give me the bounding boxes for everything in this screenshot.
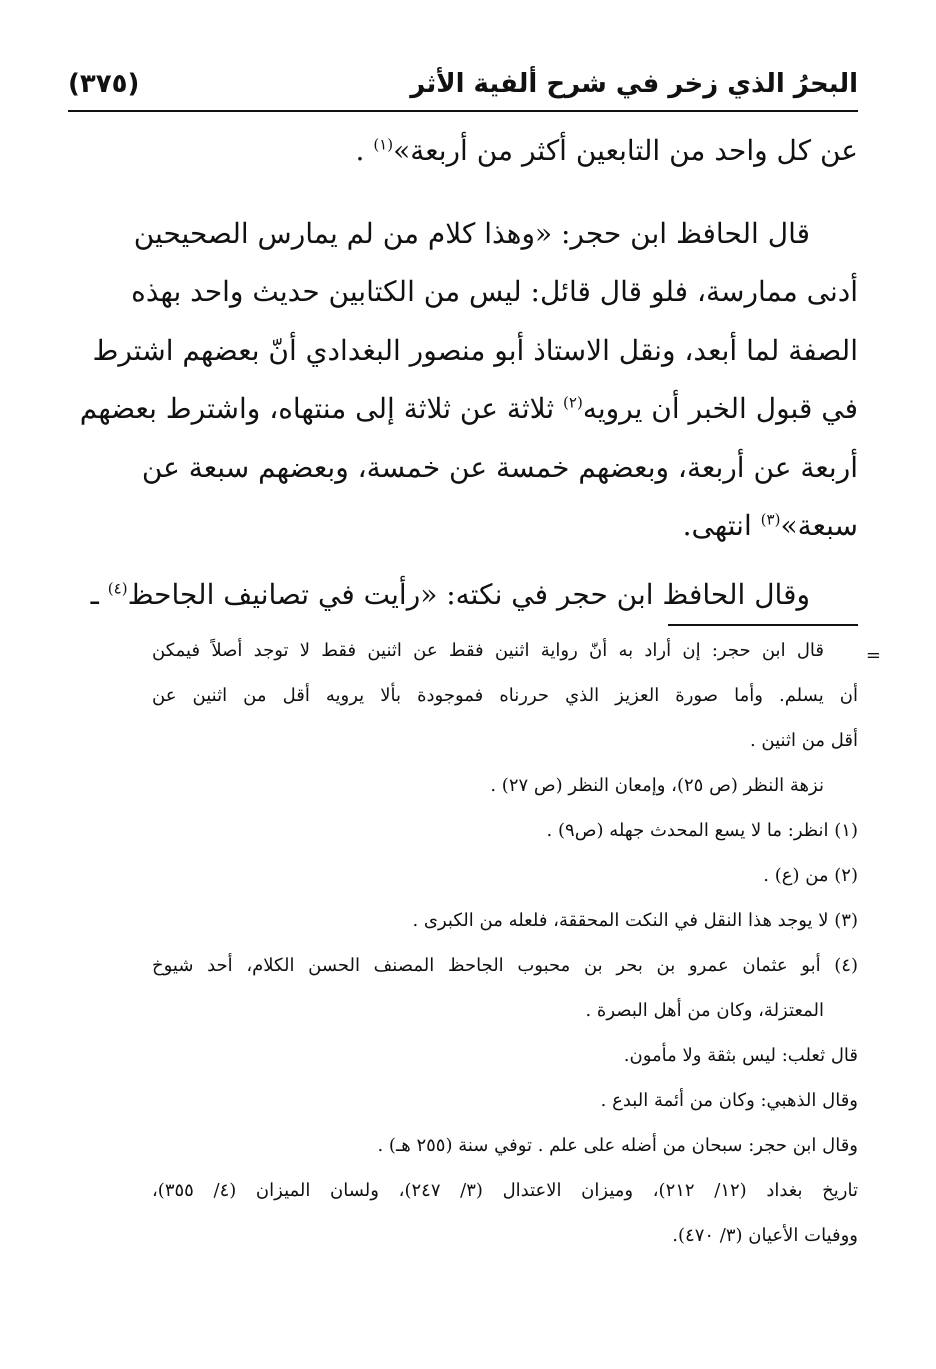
paragraph-gap [152, 181, 858, 205]
footnote-4-line-5: وقال ابن حجر: سبحان من أضله على علم . توفي سنة (٢٥٥ هـ) . [377, 1135, 858, 1156]
text-line-1-content: عن كل واحد من التابعين أكثر من أربعة» [393, 134, 858, 167]
footnote-line-2: أن يسلم. وأما صورة العزيز الذي حررناه فموجودة بألا يرويه أقل من اثنين عن [152, 685, 858, 706]
text-line-8-tail: ـ [90, 577, 108, 611]
continuation-mark: = [865, 645, 881, 666]
text-line-7-content: سبعة» [780, 509, 858, 542]
footnote-4-line-2: المعتزلة، وكان من أهل البصرة . [585, 1000, 824, 1021]
paragraph-gap [152, 556, 858, 566]
footnote-1: (١) انظر: ما لا يسع المحدث جهله (ص٩) . [546, 820, 858, 841]
footnote-4-line-4: وقال الذهبي: وكان من أئمة البدع . [600, 1090, 858, 1111]
text-line-3: أدنى ممارسة، فلو قال قائل: ليس من الكتابين حديث واحد بهذه [131, 275, 858, 308]
page-header [68, 58, 858, 112]
footnote-3: (٣) لا يوجد هذا النقل في النكت المحققة، فلعله من الكبرى . [412, 910, 858, 931]
footnote-ref-4[interactable]: (٤) [107, 579, 128, 598]
footnote-line-4: نزهة النظر (ص ٢٥)، وإمعان النظر (ص ٢٧) . [490, 775, 824, 796]
text-line-5-content: في قبول الخبر أن يرويه [582, 392, 858, 425]
footnote-2: (٢) من (ع) . [763, 865, 858, 886]
text-line-6: أربعة عن أربعة، وبعضهم خمسة عن خمسة، وبعضهم سبعة عن [141, 450, 858, 484]
text-line-1 [152, 122, 858, 181]
footnote-4-line-7: ووفيات الأعيان (٣/ ٤٧٠). [672, 1225, 858, 1246]
text-line-5 [79, 380, 858, 439]
text-line-5-tail: ثلاثة عن ثلاثة إلى منتهاه، واشترط بعضهم [79, 392, 564, 425]
footnote-ref-3[interactable]: (٣) [760, 510, 781, 529]
text-line-8-content: وقال الحافظ ابن حجر في نكته: «رأيت في تصانيف الجاحظ [127, 577, 810, 611]
text-line-7-tail: انتهى. [682, 509, 761, 542]
footnote-line-3: أقل من اثنين . [749, 730, 858, 751]
text-line-2: قال الحافظ ابن حجر: «وهذا كلام من لم يمارس الصحيحين [133, 216, 810, 250]
footnote-ref-1[interactable]: (١) [373, 135, 394, 154]
footnote-4-line-6: تاريخ بغداد (١٢/ ٢١٢)، وميزان الاعتدال (٣/ ٢٤٧)، ولسان الميزان (٤/ ٣٥٥)، [152, 1180, 858, 1201]
text-line-8 [90, 566, 858, 625]
text-line-1-end: . [355, 134, 374, 167]
footnote-4: (٤) أبو عثمان عمرو بن بحر بن محبوب الجاحظ المصنف الحسن الكلام، أحد شيوخ [152, 955, 858, 976]
text-line-4: الصفة لما أبعد، ونقل الاستاذ أبو منصور البغدادي أنّ بعضهم اشترط [92, 333, 858, 367]
footnote-ref-2[interactable]: (٢) [563, 393, 583, 412]
page-number: (٣٧٥) [68, 69, 140, 99]
footnote-4-line-3: قال ثعلب: ليس بثقة ولا مأمون. [623, 1045, 858, 1066]
main-text [79, 122, 858, 624]
footnotes [152, 628, 858, 1258]
text-line-7 [152, 497, 858, 556]
running-title: البحرُ الذي زخر في شرح ألفية الأثر [410, 69, 858, 99]
footnote-line-1: قال ابن حجر: إن أراد به أنّ رواية اثنين فقط عن اثنين فقط لا توجد أصلاً فيمكن [152, 640, 824, 661]
footnote-separator [668, 624, 858, 626]
